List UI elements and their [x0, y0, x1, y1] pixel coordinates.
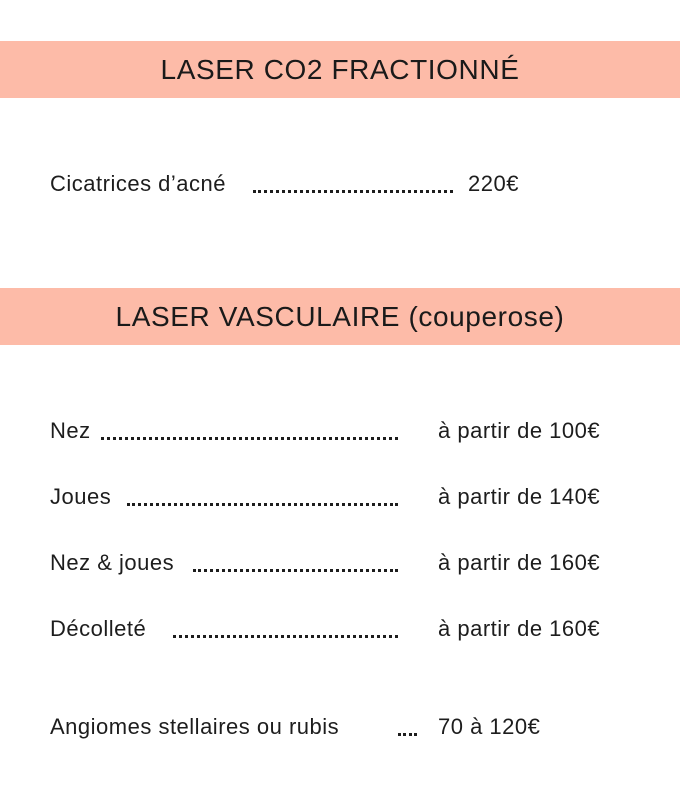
treatment-price: à partir de 160€ [438, 550, 601, 575]
dot-leader [127, 503, 398, 506]
price-row-angiomes [50, 712, 640, 742]
treatment-label: Angiomes stellaires ou rubis [50, 714, 340, 739]
treatment-price: à partir de 100€ [438, 418, 601, 443]
price-row-nez-joues [50, 548, 640, 578]
section-title-laser-co2: LASER CO2 FRACTIONNÉ [0, 41, 680, 98]
treatment-label: Nez & joues [50, 550, 175, 575]
price-row-decollete [50, 614, 640, 644]
treatment-price: à partir de 160€ [438, 616, 601, 641]
treatment-label: Décolleté [50, 616, 147, 641]
treatment-label: Joues [50, 484, 112, 509]
price-row-cicatrices [50, 169, 530, 199]
treatment-price: 70 à 120€ [438, 714, 541, 739]
dot-leader [193, 569, 398, 572]
dot-leader [253, 190, 453, 193]
treatment-price: à partir de 140€ [438, 484, 601, 509]
dot-leader [398, 733, 417, 736]
treatment-label: Nez [50, 418, 91, 443]
section-title-laser-vasculaire: LASER VASCULAIRE (couperose) [0, 288, 680, 345]
dot-leader [101, 437, 398, 440]
price-row-joues [50, 482, 640, 512]
treatment-price: 220€ [468, 171, 519, 196]
dot-leader [173, 635, 398, 638]
price-row-nez [50, 416, 640, 446]
treatment-label: Cicatrices d’acné [50, 171, 227, 196]
